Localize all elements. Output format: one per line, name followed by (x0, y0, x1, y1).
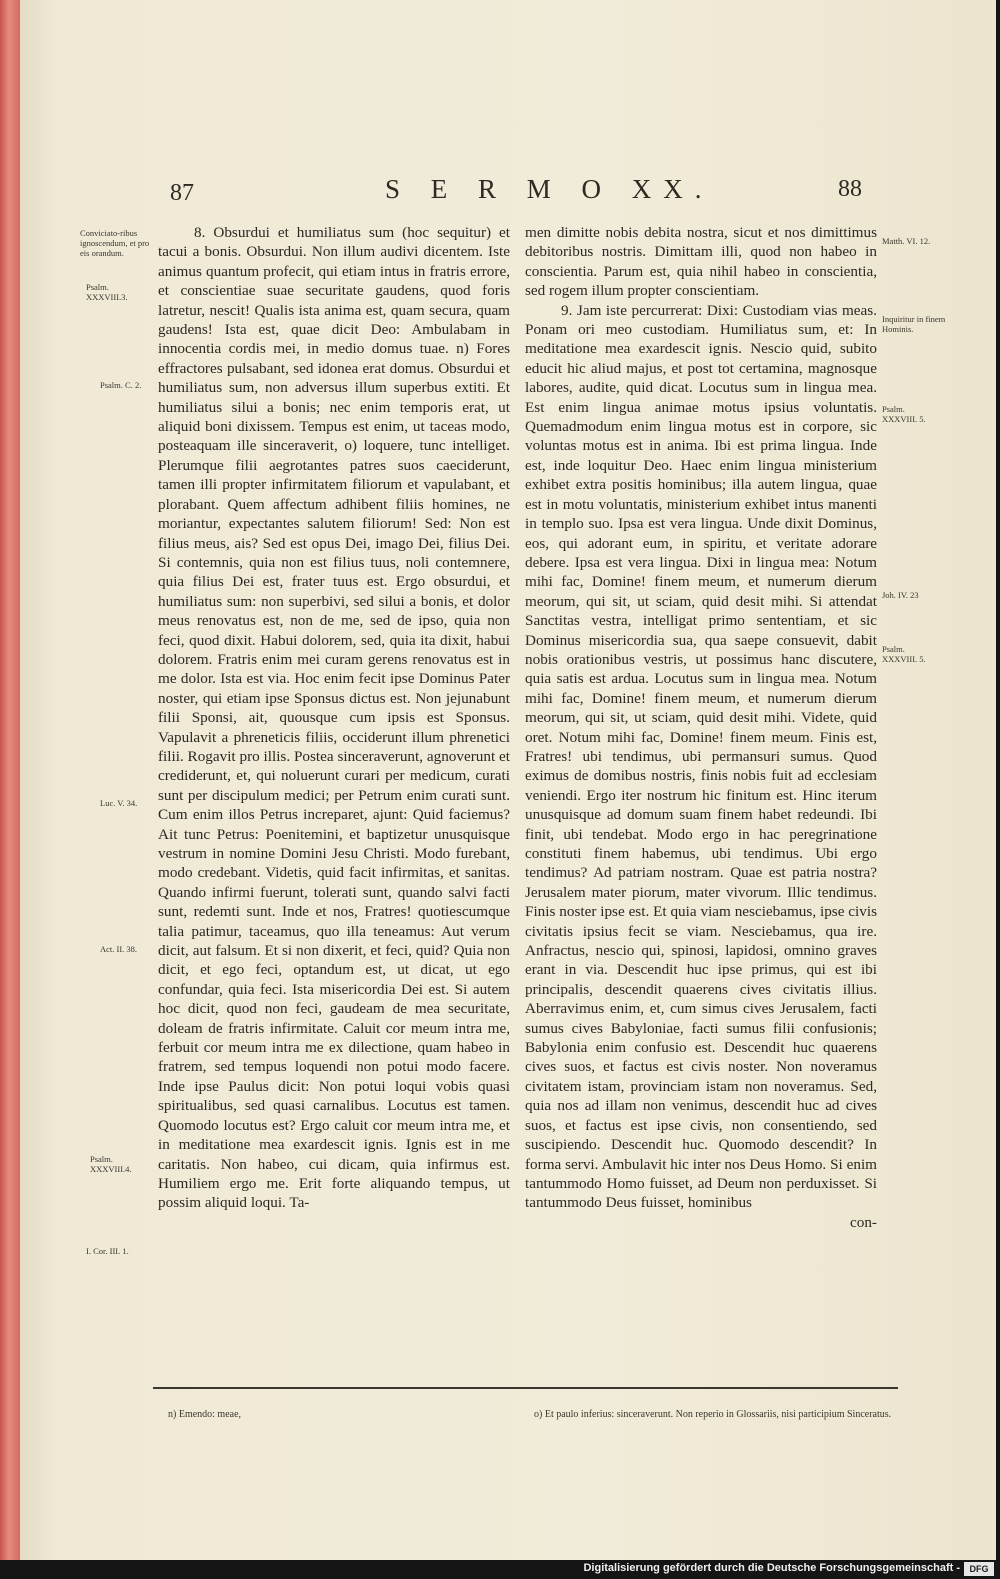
paragraph: 8. Obsurdui et humiliatus sum (hoc sequitur) et tacui a bonis. Obsurdui. Non illum audivi dicentem. Iste animus quantum profecit, qui etiam intus in fratris errore, et conscientiae suae securitate gaudens, quod foris latretur, nescit! Qualis ista anima est, quam secura, quam gaudens! Ista est, quae dicit Deo: Ambulabam in innocentia cordis mei, in medio domus tuae. n) Fores effractores pulsabant, sed idonea erat domus. Obsurdui et humiliatus sum, non adversus illum superbus extiti. Et humiliatus silui a bonis; nec enim temporis erat, ut aliquid boni dixissem. Tempus est enim, ut taceas modo, posteaquam ille sinceraverit, o) loquere, tunc intelliget. Plerumque filii aegrotantes patres suos caeciderunt, tamen illi propter infirmitatem filiorum et vapulabant, et plorabant. Quem affectum adhibent filiis homines, ne moriantur, expectantes salutem filiorum! Sed: Non est filius meus, ais? Sed est opus Dei, imago Dei, filius Dei. Si contemnis, quia non est filius tuus, noli contemnere, quia filius Dei est, frater tuus est. Ergo obsurdui, et humiliatus sum: non superbivi, sed silui a bonis, et dolor meus renovatus est, non de me, sed de ipso, quia non feci, quod dixit. Habui dolorem, sed, quia ita dixit, habui dolorem. Fratris enim mei curam gerens renovatus est in me dolor. Ista est via. Hoc enim fecit ipse Dominus Pater noster, qui etiam ipse Sponsus dictus est. Non jejunabunt filii Sponsi, ait, quousque cum ipsis est Sponsus. Vapulavit a phreneticis filiis, occiderunt illum phrenetici filii. Rogavit pro illis. Postea sinceraverunt, agnoverunt et crediderunt, et, qui noluerunt curari per medicum, curati sunt per discipulum medici; per Petrum enim curati sunt. Cum enim illos Petrus increparet, ajunt: Quid faciemus? Ait tunc Petrus: Poenitemini, et baptizetur unusquisque vestrum in nomine Domini Jesu Christi. Modo furebant, modo credebant. Videtis, quid facit infirmitas, et sanitas. Quando infirmi fuerunt, tolerati sunt, quando salvi facti sunt, redemti sunt. Inde et nos, Fratres! quotiescumque talia patimur, taceamus, quo illa teneamus: Aut verum dicit, aut falsum. Et si non dixerit, et feci, quid? Quia non dicit, et ego feci, optandum est, ut dicat, ut ego confundar, quia feci. Ista misericordia Dei est. Si autem hoc dicit, quod non feci, gaudeam de mea securitate, doleam de fratris infirmitate. Caluit cor meum intra me, ferbuit cor meum intra me ex dilectione, quam habeo in fratrem, sed tempus loquendi non potui modo facere. Inde ipse Paulus dicit: Non potui loqui vobis quasi spiritualibus, sed quasi carnalibus. Locutus est tamen. Quomodo locutus est? Ergo caluit cor meum intra me, et in meditatione mea exardescit ignis. Ignis est in me caritatis. Non habeo, cui dicam, quia infirmus est. Humiliem ergo me. Erit forte aliquando tempus, ut possim aliquid loqui. Ta- (158, 224, 510, 1212)
margin-note: Joh. IV. 23 (882, 590, 919, 600)
margin-note: Psalm. XXXVIII. 5. (882, 644, 926, 664)
page-number-right: 88 (838, 176, 862, 202)
margin-note: Psalm. XXXVIII.3. (86, 282, 128, 302)
margin-note: Luc. V. 34. (100, 798, 138, 808)
margin-note: Psalm. C. 2. (100, 380, 142, 390)
footnote-right: o) Et paulo inferius: sinceraverunt. Non reperio in Glossariis, nisi participium Sinceratus. (534, 1409, 892, 1420)
digitization-credit: Digitalisierung gefördert durch die Deutsche Forschungsgemeinschaft - (583, 1562, 960, 1574)
margin-note: Psalm. XXXVIII. 5. (882, 404, 926, 424)
margin-note: I. Cor. III. 1. (86, 1246, 129, 1256)
text-column-right (525, 223, 877, 1232)
margin-note: Inquiritur in finem Hominis. (882, 314, 946, 334)
catchword: con- (850, 1213, 877, 1231)
page-number-left: 87 (170, 180, 194, 206)
margin-note: Psalm. XXXVIII.4. (90, 1154, 132, 1174)
page-header (20, 172, 996, 216)
text-column-left (158, 223, 510, 1213)
book-page (20, 0, 996, 1560)
book-edge (0, 0, 20, 1560)
dfg-logo: DFG (964, 1562, 994, 1576)
margin-note: Conviciato-ribus ignoscendum, et pro eis orandum. (80, 228, 150, 258)
paragraph: 9. Jam iste percurrerat: Dixi: Custodiam vias meas. Ponam ori meo custodiam. Humiliatus sum, et: In meditatione mea exardescit ignis. Nescio quid, subito educit hic aliud majus, et post tot certamina, magnosque labores, audite, quid dicat. Locutus sum in lingua mea. Est enim lingua animae motus ipsius voluntatis. Quemadmodum enim lingua motus est in corpore, sic voluntas motus est in anima. Ibi est prima lingua. Inde est, inde loquitur Deo. Haec enim lingua ministerium exhibet extra positis hominibus; illa autem lingua, quae est in motu voluntatis, ministerium exhibet intus manenti in templo suo. Ipsa est vera lingua. Unde dixit Dominus, eos, qui adorant eum, in spiritu, et veritate adorare debere. Ipsa est vera lingua. Dixi in lingua mea: Notum mihi fac, Domine! finem meum, et numerum dierum meorum, qui sit, ut sciam, quid desit mihi. Si attendat Sanctitas vestra, intelligat primo sententiam, et sic Dominus misericordia sua, qua saepe consuevit, dabit nobis orationibus vestris, ut possimus hanc discutere, quia satis est ardua. Locutus sum in lingua mea. Notum mihi fac, Domine! finem meum, et numerum dierum meorum, qui sit, ut sciam, quid desit mihi. Videte, quid oret. Notum mihi fac, Domine! finem meum. Finis est, Fratres! ubi tendimus, ubi permansuri sumus. Quod eximus de domibus nostris, finis nobis fuit ad ecclesiam veniendi. Ergo iter nostrum hic finitum est. Hinc iterum unusquisque ad domum suam finem habet redeundi. Ibi finit, ubi tendebat. Modo ergo in hac peregrinatione constituti finem habemus, ubi tendimus. Ubi ergo tendimus? Ad patriam nostram. Quae est patria nostra? Jerusalem mater piorum, mater vivorum. Illic tendimus. Finis noster ipse est. Et quia viam nesciebamus, ipse civis civitatis ipsius fecit se viam. Nesciebamus, qua ire. Anfractus, nescio qui, spinosi, lapidosi, omnino graves erant in via. Descendit huc ipse primus, qui est ibi principalis, descendit quaerens cives civitatis illius. Aberravimus enim, et, cum simus cives Jerusalem, facti sumus cives Babyloniae, facti sumus filii confusionis; Babylonia enim confusio est. Descendit huc quaerens cives suos, et factus est civis noster. Non noveramus civitatem istam, provinciam istam non noveramus. Sed, quia nos ad illam non venimus, descendit huc ad cives suos, et factus est ipse civis, non consentiendo, sed suscipiendo. Descendit huc. Quomodo descendit? In forma servi. Ambulavit hic inter nos Deus Homo. Si enim tantummodo Homo fuisset, ad Deum non perduxisset. Si tantummodo Deus fuisset, hominibus (525, 301, 877, 1212)
footnote-left: n) Emendo: meae, (168, 1409, 242, 1420)
paragraph: men dimitte nobis debita nostra, sicut et nos dimittimus debitoribus nostris. Dimittam illi, quod non habeo in conscientia. Parum est, quia nihil habeo in conscientia, sed rogem illum propter conscientiam. (525, 224, 877, 300)
margin-note: Act. II. 38. (100, 944, 138, 954)
running-title: S E R M O XX. (385, 174, 714, 204)
footnote-rule (153, 1387, 898, 1389)
margin-note: Matth. VI. 12. (882, 236, 931, 246)
